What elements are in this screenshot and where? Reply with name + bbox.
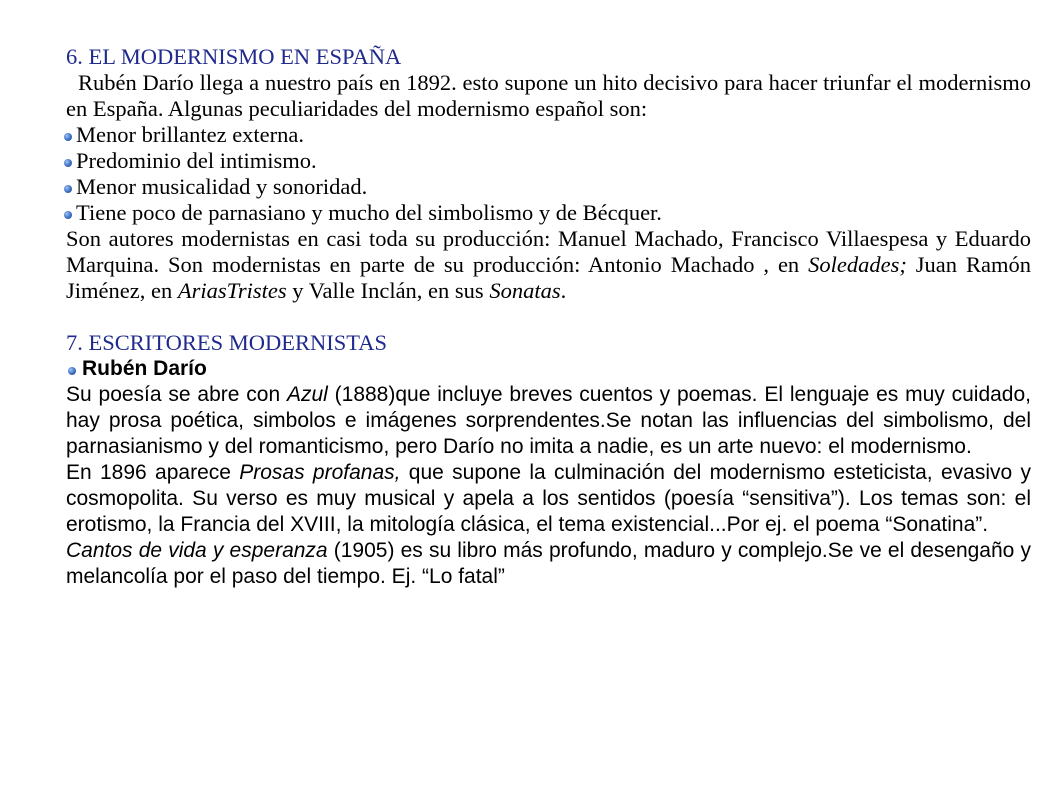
bullet-icon — [68, 367, 76, 375]
dario-paragraph-2 — [66, 460, 1031, 538]
bullet-item — [66, 148, 1031, 174]
work-title-sonatas: Sonatas — [489, 278, 561, 303]
authors-text: y Valle Inclán, en sus — [286, 278, 490, 303]
bullet-item — [66, 200, 1031, 226]
section-7-title: 7. ESCRITORES MODERNISTAS — [66, 330, 387, 355]
bullet-text: Menor brillantez externa. — [76, 122, 305, 147]
bullet-icon — [64, 133, 72, 141]
bullet-text: Tiene poco de parnasiano y mucho del simbolismo y de Bécquer. — [76, 200, 662, 225]
bullet-item — [66, 174, 1031, 200]
paragraph-text: Su poesía se abre con — [66, 383, 287, 406]
dario-paragraph-3 — [66, 538, 1031, 590]
paragraph-text: (1888)que incluye breves cuentos y poemas. El lenguaje es muy cuidado, hay prosa poética, simbolos e imágenes sorprendentes.Se notan las influencias del simbolismo, del parnasianismo y del romanticismo, pero Darío no imita a nadie, es un arte nuevo: el modernismo. — [66, 383, 1031, 458]
work-title-soledades: Soledades; — [808, 252, 907, 277]
bullet-text: Menor musicalidad y sonoridad. — [76, 174, 368, 199]
authors-text: Juan Ramón Jiménez, en — [66, 252, 1031, 303]
section-6-authors — [66, 226, 1031, 304]
paragraph-text: que supone la culminación del modernismo esteticista, evasivo y cosmopolita. Su verso es muy musical y apela a los sentidos (poesía “sensitiva”). Los temas son: el erotismo, la Francia del XVIII, la mitología clásica, el tema existencial...Por ej. el poema “Sonatina”. — [66, 461, 1031, 536]
work-title-arias-tristes: AriasTristes — [177, 278, 287, 303]
work-title-cantos: Cantos de vida y esperanza — [66, 539, 328, 562]
document-page — [66, 44, 1031, 590]
bullet-icon — [64, 211, 72, 219]
work-title-prosas-profanas: Prosas profanas, — [239, 461, 401, 484]
author-heading — [66, 356, 1031, 382]
section-gap — [66, 304, 1031, 330]
authors-text: Son autores modernistas en casi toda su producción: Manuel Machado, Francisco Villaespesa y Eduardo Marquina. Son modernistas en parte de su producción: Antonio Machado , en — [66, 226, 1031, 277]
section-6-intro: Rubén Darío llega a nuestro país en 1892. esto supone un hito decisivo para hacer triunfar el modernismo en España. Algunas peculiaridades del modernismo español son: — [66, 70, 1031, 121]
dario-paragraph-1 — [66, 382, 1031, 460]
bullet-item — [66, 122, 1031, 148]
author-name: Rubén Darío — [82, 357, 207, 380]
work-title-azul: Azul — [286, 383, 328, 406]
authors-text: . — [560, 278, 567, 303]
paragraph-text: En 1896 aparece — [66, 461, 240, 484]
paragraph-text: (1905) es su libro más profundo, maduro y complejo.Se ve el desengaño y melancolía por el paso del tiempo. Ej. “Lo fatal” — [66, 539, 1031, 588]
section-6-title: 6. EL MODERNISMO EN ESPAÑA — [66, 44, 402, 69]
bullet-icon — [64, 159, 72, 167]
bullet-icon — [64, 185, 72, 193]
bullet-text: Predominio del intimismo. — [76, 148, 317, 173]
